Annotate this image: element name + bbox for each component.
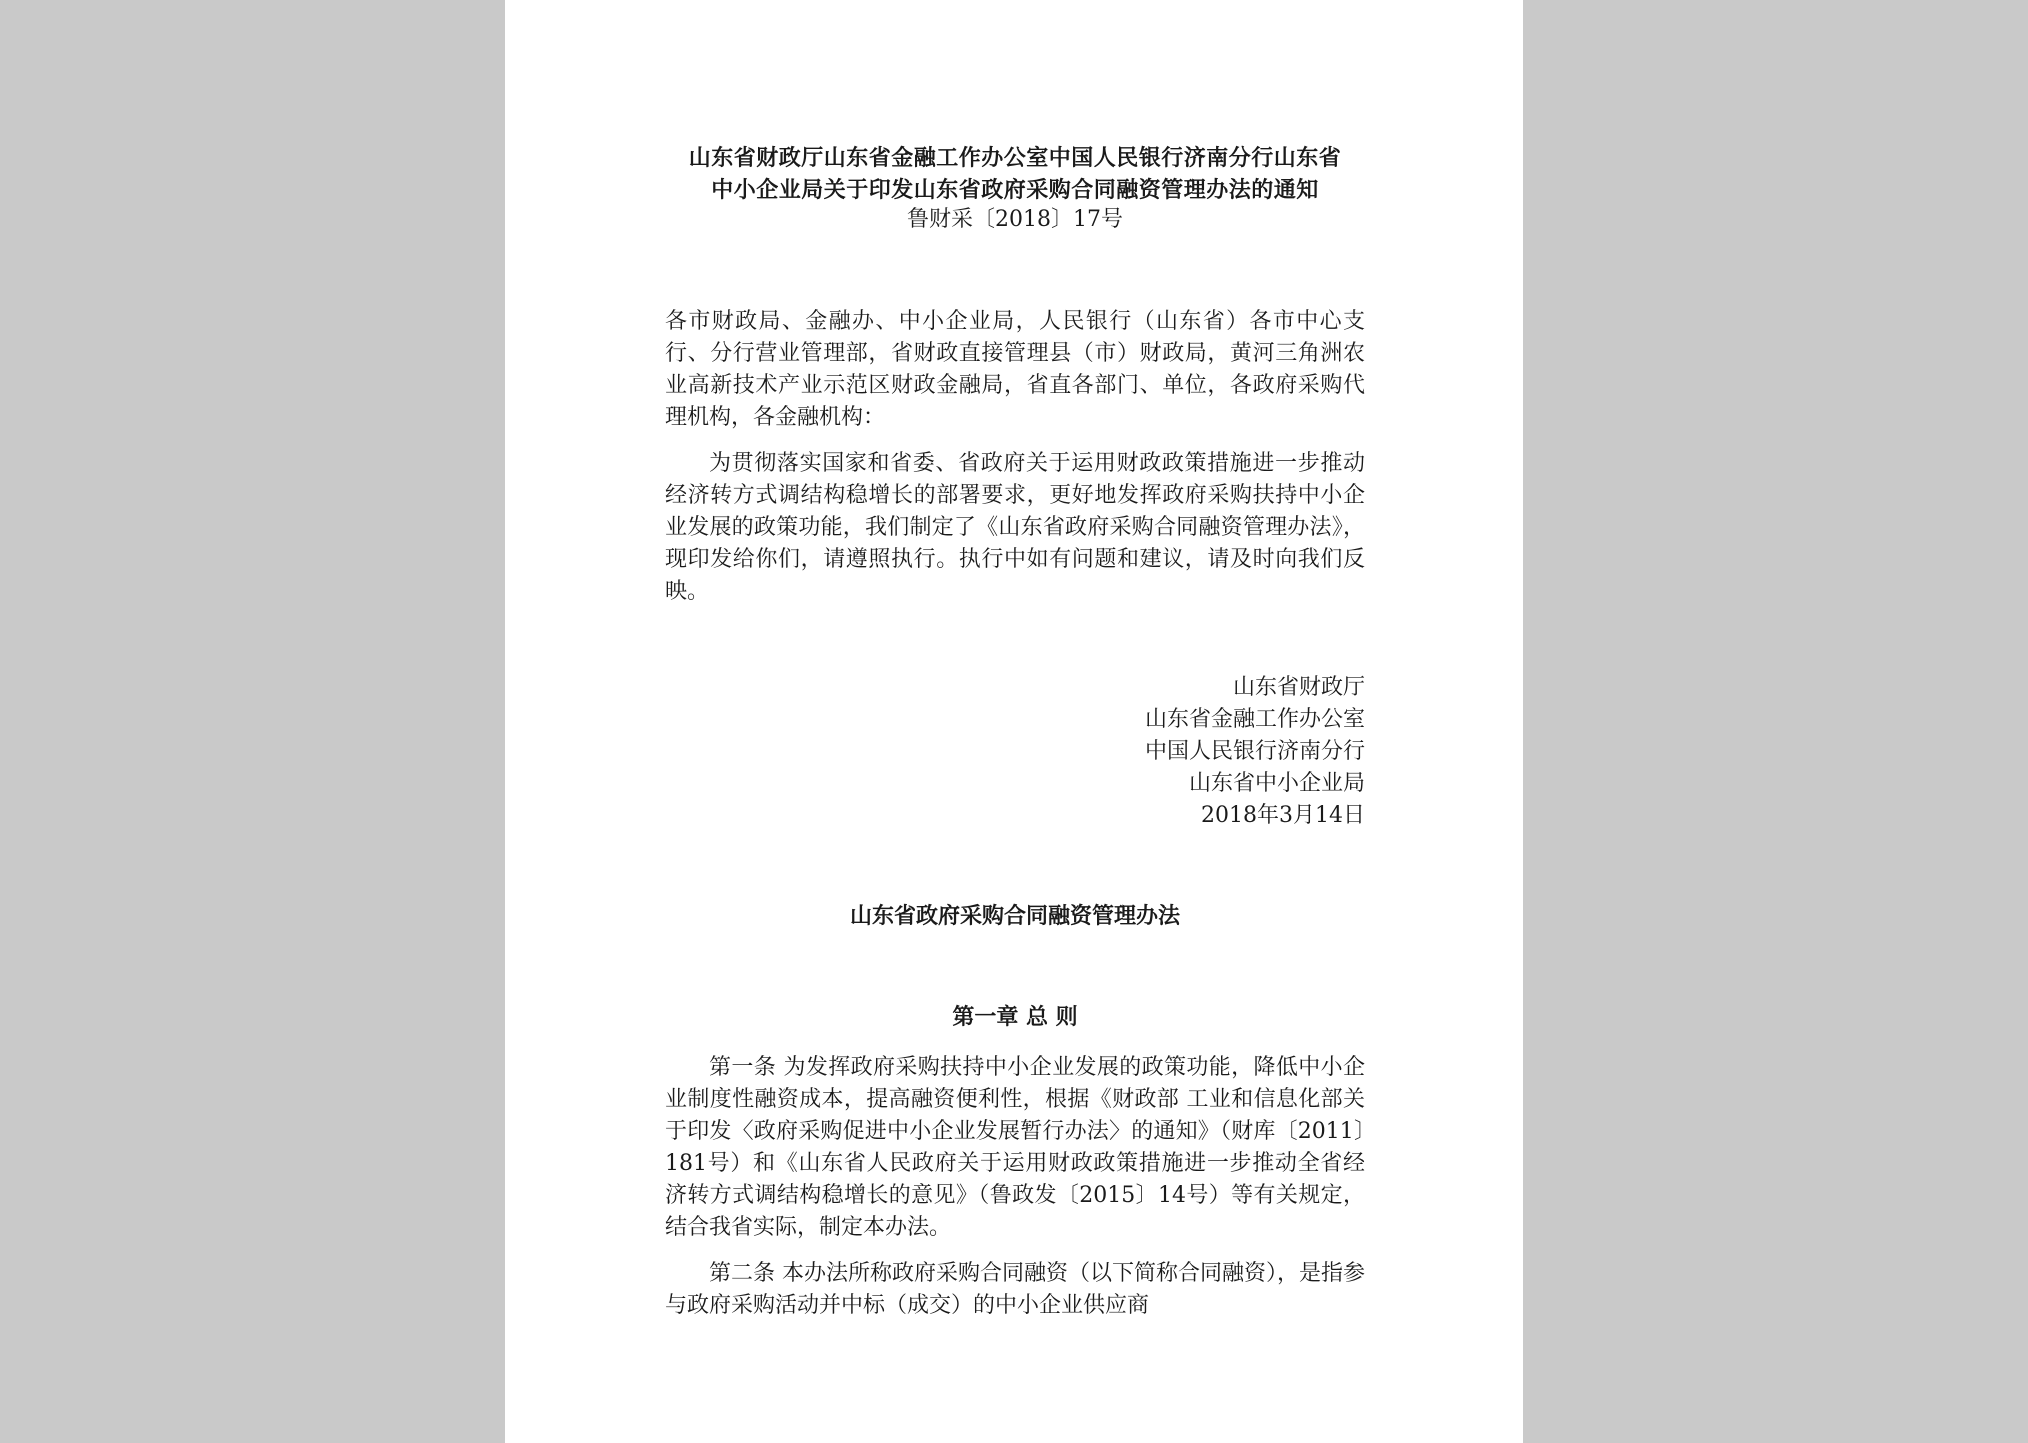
measures-title: 山东省政府采购合同融资管理办法 bbox=[849, 903, 1180, 929]
chapter-1-title: 第一章 总 则 bbox=[952, 1004, 1078, 1030]
signature-org-4: 山东省中小企业局 bbox=[1188, 771, 1365, 796]
signature-org-1: 山东省财政厅 bbox=[1232, 675, 1365, 700]
signature-date: 2018年3月14日 bbox=[1201, 803, 1365, 828]
document-number: 鲁财采〔2018〕17号 bbox=[907, 207, 1123, 232]
signature-org-3: 中国人民银行济南分行 bbox=[1144, 739, 1365, 764]
addressees-paragraph: 各市财政局、金融办、中小企业局，人民银行（山东省）各市中心支行、分行营业管理部，省财政直接管理县（市）财政局，黄河三角洲农业高新技术产业示范区财政金融局，省直各部门、单位，各政府采购代理机构，各金融机构： bbox=[665, 309, 1365, 430]
article-1-paragraph: 第一条 为发挥政府采购扶持中小企业发展的政策功能，降低中小企业制度性融资成本，提高融资便利性，根据《财政部 工业和信息化部关于印发〈政府采购促进中小企业发展暂行办法〉的通知》（财库〔2011〕181号）和《山东省人民政府关于运用财政政策措施进一步推动全省经济转方式调结构稳增长的意见》（鲁政发〔2015〕14号）等有关规定，结合我省实际，制定本办法。 bbox=[665, 1055, 1365, 1240]
signature-org-2: 山东省金融工作办公室 bbox=[1144, 707, 1365, 732]
notice-title-line-1: 山东省财政厅山东省金融工作办公室中国人民银行济南分行山东省 bbox=[688, 145, 1342, 171]
article-2-paragraph: 第二条 本办法所称政府采购合同融资（以下简称合同融资），是指参与政府采购活动并中标（成交）的中小企业供应商 bbox=[665, 1261, 1365, 1318]
notice-title-line-2: 中小企业局关于印发山东省政府采购合同融资管理办法的通知 bbox=[711, 177, 1319, 203]
document-page bbox=[505, 0, 1523, 1443]
body-paragraph: 为贯彻落实国家和省委、省政府关于运用财政政策措施进一步推动经济转方式调结构稳增长的部署要求，更好地发挥政府采购扶持中小企业发展的政策功能，我们制定了《山东省政府采购合同融资管理办法》，现印发给你们，请遵照执行。执行中如有问题和建议，请及时向我们反映。 bbox=[665, 451, 1365, 604]
